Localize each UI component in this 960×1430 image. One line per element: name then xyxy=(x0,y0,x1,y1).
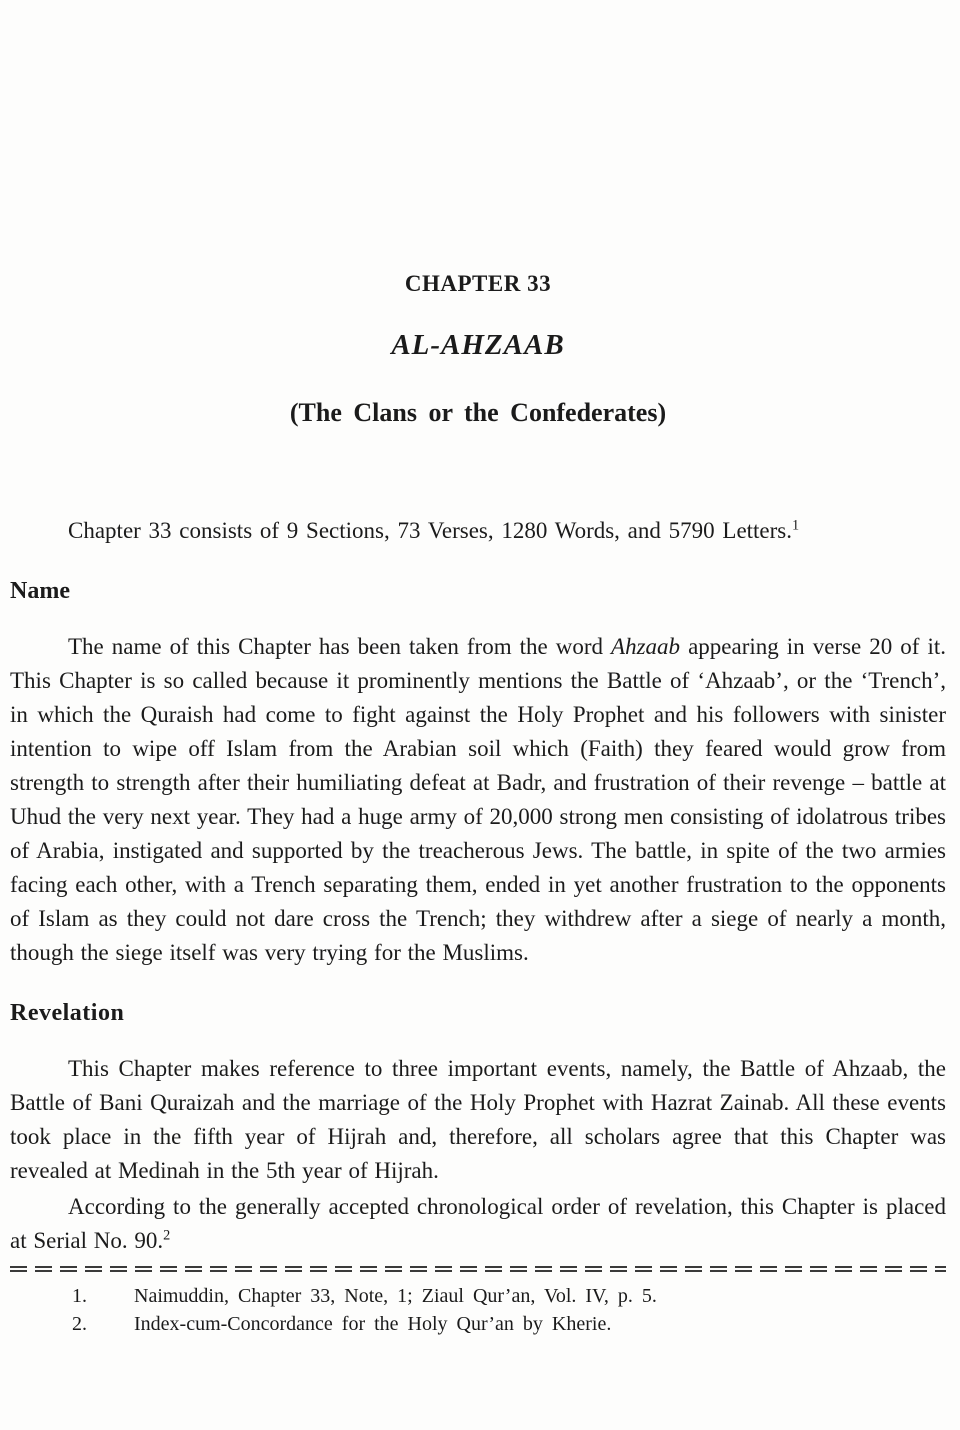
footnote-2 xyxy=(10,1310,946,1338)
footnote-ref-1: 1 xyxy=(792,517,800,534)
revelation-paragraph-2 xyxy=(10,1190,946,1258)
footnote-1 xyxy=(10,1282,946,1310)
italic-word-ahzaab: Ahzaab xyxy=(611,634,681,659)
footnote-2-number: 2. xyxy=(72,1313,87,1335)
footnote-separator xyxy=(10,1266,946,1272)
revelation-paragraph-1: This Chapter makes reference to three important events, namely, the Battle of Ahzaab, the Battle of Bani Quraizah and the marriage of the Holy Prophet with Hazrat Zainab. All these events took place in the fifth year of Hijrah and, therefore, all scholars agree that this Chapter was revealed at Medinah in the 5th year of Hijrah. xyxy=(10,1056,946,1183)
chapter-subtitle: (The Clans or the Confederates) xyxy=(289,398,667,427)
revelation-paragraph-2-text: According to the generally accepted chronological order of revelation, this Chapter is placed at Serial No. 90. xyxy=(10,1194,946,1253)
chapter-name: AL-AHZAAB xyxy=(391,329,565,361)
footnotes-block xyxy=(10,1282,946,1338)
section-heading-name: Name xyxy=(10,578,70,604)
name-paragraph-part1: The name of this Chapter has been taken from the word xyxy=(68,634,612,659)
name-paragraph-part2: appearing in verse 20 of it. This Chapter is so called because it prominently mentions the Battle of ‘Ahzaab’, or the ‘Trench’, in which the Quraish had come to fight against the Holy Prophet and his followers with sinister intention to wipe off Islam from the Arabian soil which (Faith) they feared would grow from strength to strength after their humiliating defeat at Badr, and frustration of their revenge – battle at Uhud the very next year. They had a huge army of 20,000 strong men consisting of idolatrous tribes of Arabia, instigated and supported by the treacherous Jews. The battle, in spite of the two armies facing each other, with a Trench separating them, ended in yet another frustration to the opponents of Islam as they could not dare cross the Trench; they withdrew after a siege of nearly a month, though the siege itself was very trying for the Muslims. xyxy=(10,634,946,965)
chapter-label: CHAPTER 33 xyxy=(404,271,552,296)
intro-text: Chapter 33 consists of 9 Sections, 73 Verses, 1280 Words, and 5790 Letters. xyxy=(68,518,792,543)
footnote-ref-2: 2 xyxy=(163,1227,171,1244)
name-paragraph xyxy=(10,630,946,970)
footnote-2-text: Index-cum-Concordance for the Holy Qur’an by Kherie. xyxy=(134,1313,612,1335)
intro-paragraph xyxy=(10,514,946,548)
footnote-1-text: Naimuddin, Chapter 33, Note, 1; Ziaul Qur’an, Vol. IV, p. 5. xyxy=(134,1285,657,1307)
footnote-1-number: 1. xyxy=(72,1285,87,1307)
section-heading-revelation: Revelation xyxy=(10,1000,125,1026)
